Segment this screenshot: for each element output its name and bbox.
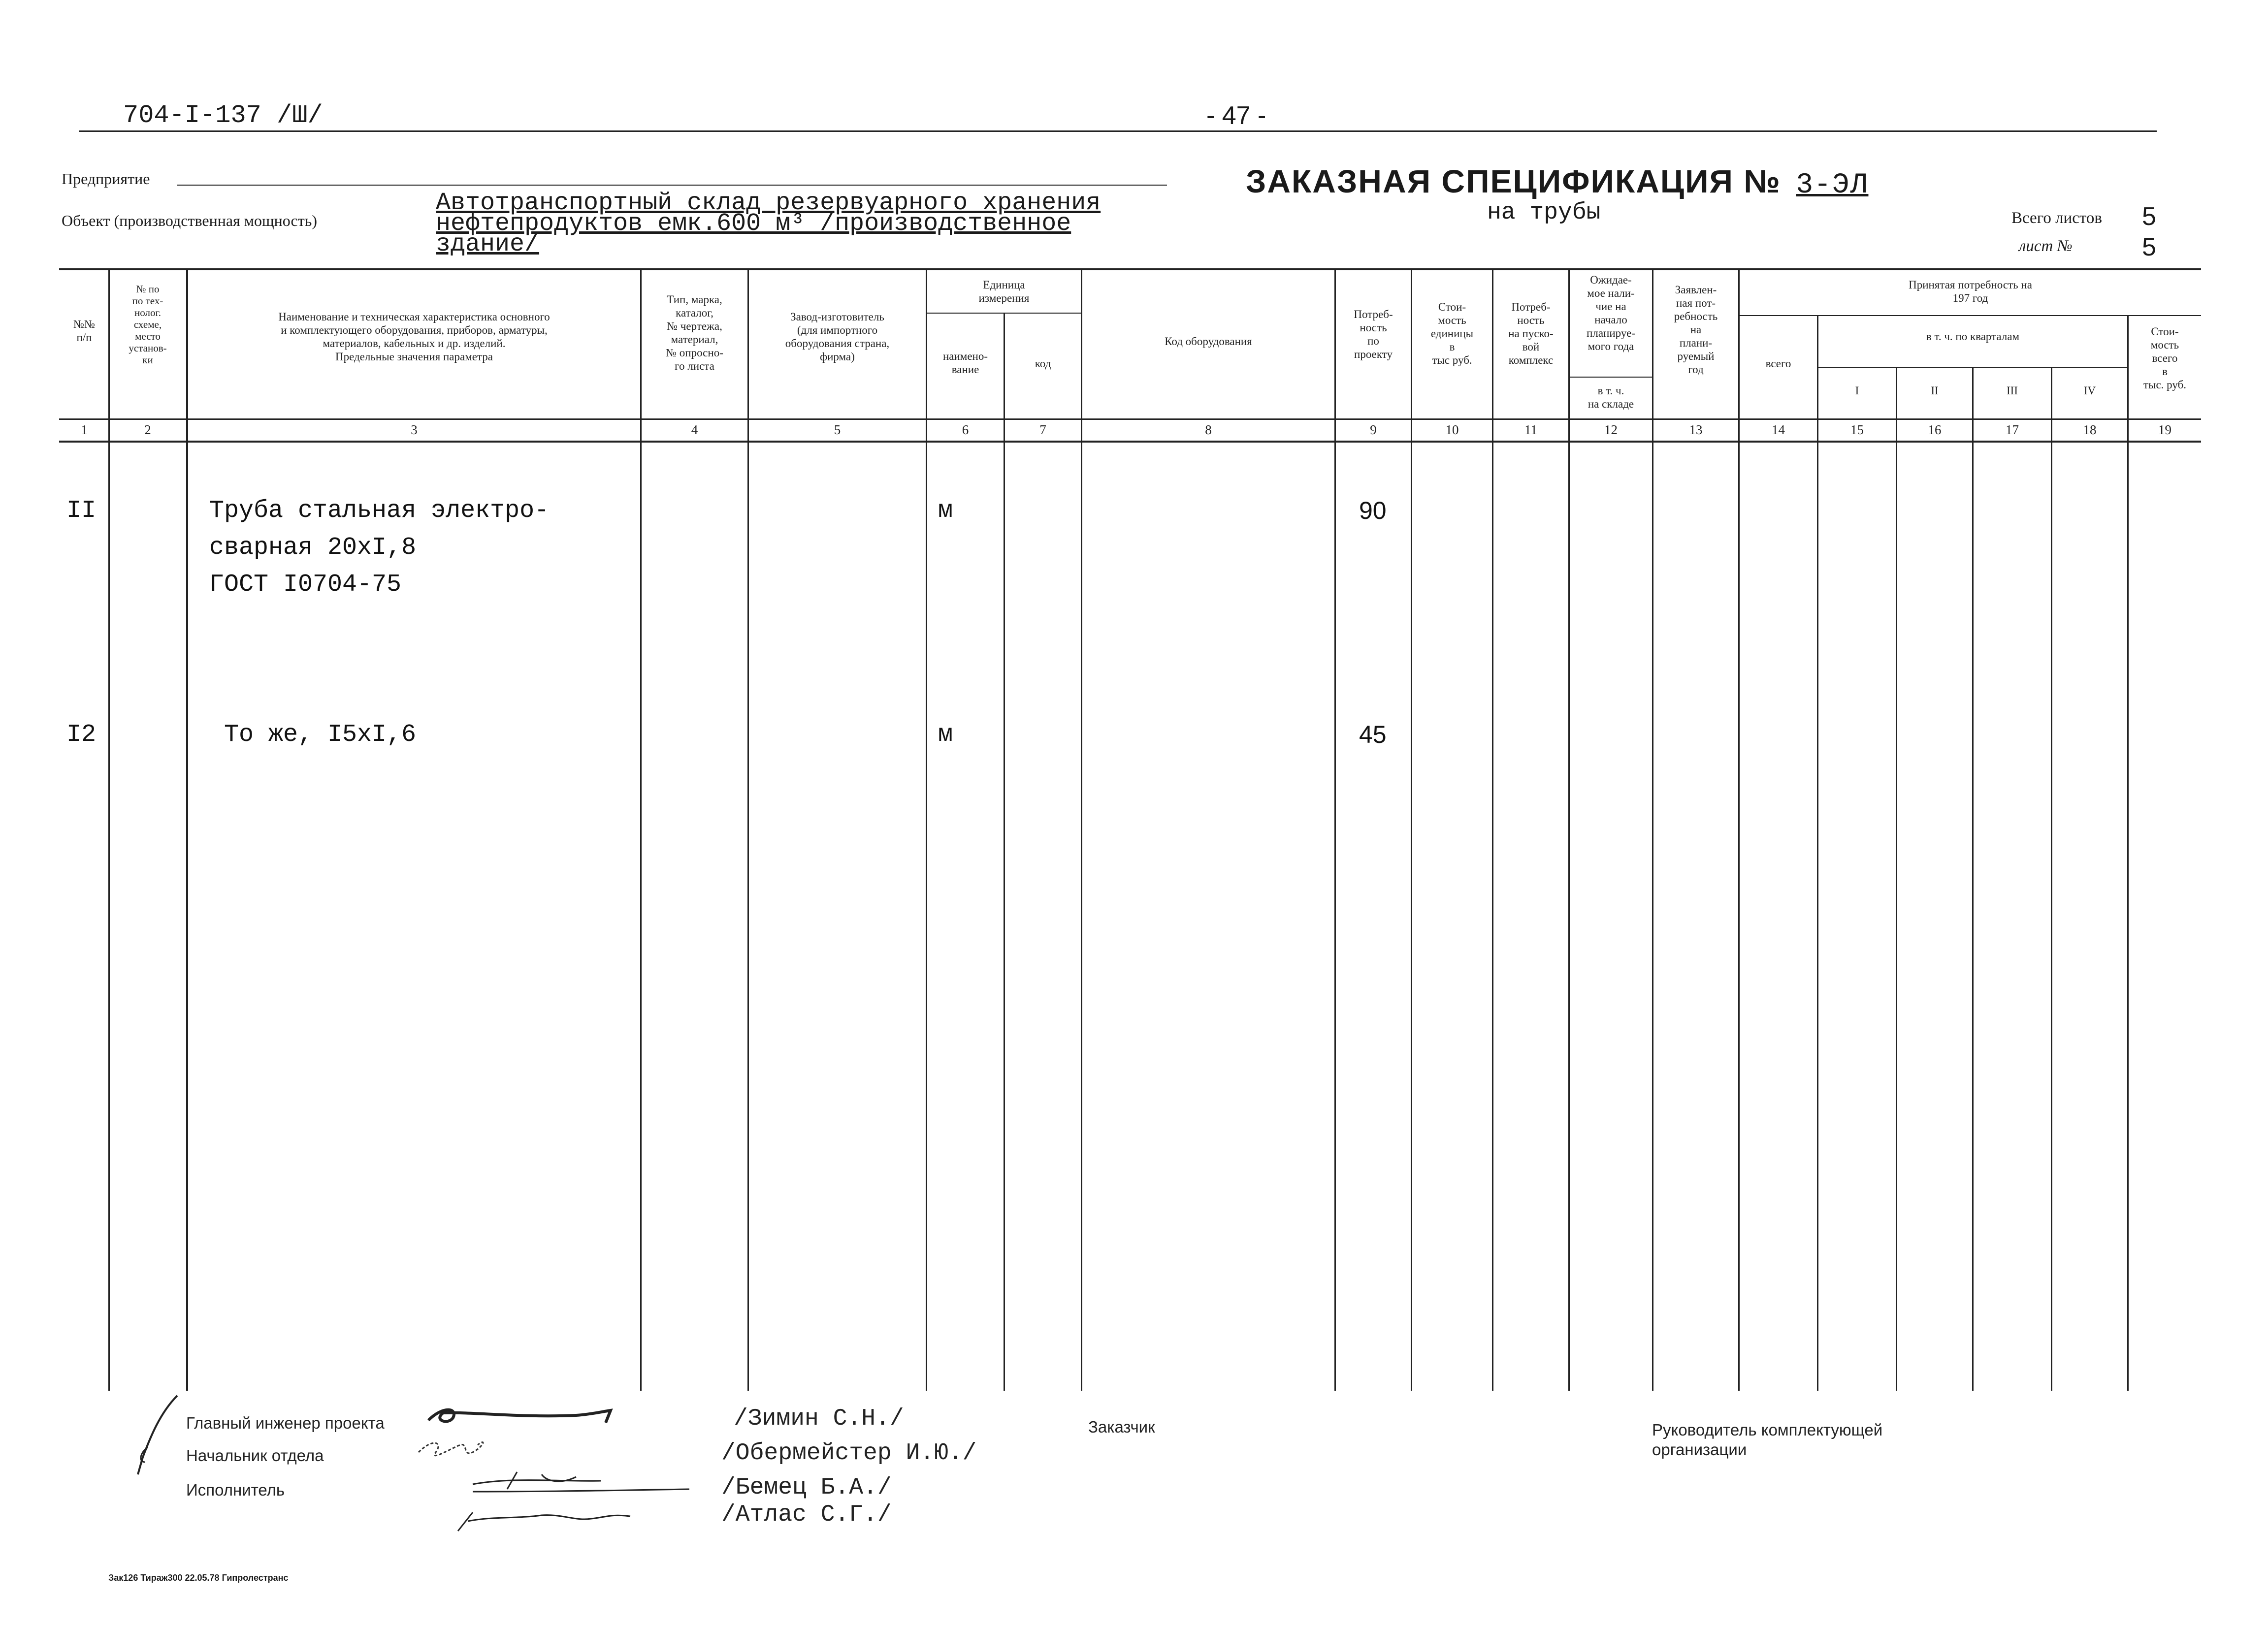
enterprise-label: Предприятие [62,170,150,188]
total-sheets-label: Всего листов [2011,209,2103,227]
header-manufacturer: Завод-изготовитель (для импортного оборудования страна, фирма) [785,311,890,363]
col-divider-14 [1817,315,1818,1391]
header-quarter-2: II [1931,384,1939,397]
sheet-no-value: 5 [2142,233,2156,261]
col-number-8: 8 [1205,422,1212,437]
object-text: Автотранспортный склад резервуарного хранения нефтепродуктов емк.600 м³ /производственное здание/ [436,189,1101,258]
top-rule [79,130,2157,132]
sheet-no-label: лист № [2019,237,2073,255]
unit-name: м [938,721,953,749]
customer-label: Заказчик [1088,1418,1155,1436]
header-quarter-3: III [2007,384,2018,397]
header-total-cost: Стои- мость всего в тыс. руб. [2143,325,2187,391]
approval-bracket [130,1393,185,1477]
col-number-2: 2 [144,422,151,437]
need-group-rule [1738,315,2201,316]
col-number-10: 10 [1445,422,1459,437]
header-unit-cost: Стои- мость единицы в тыс руб. [1430,301,1474,366]
col-number-11: 11 [1524,422,1537,437]
spec-title-text: ЗАКАЗНАЯ СПЕЦИФИКАЦИЯ № [1246,163,1781,199]
col-number-16: 16 [1928,422,1942,437]
header-row-number: №№ п/п [73,318,95,344]
col-number-4: 4 [691,422,698,437]
handwritten-signatures [414,1398,739,1556]
col-number-13: 13 [1689,422,1703,437]
header-bottom-rule [59,418,2201,420]
header-unit-code: код [1035,357,1051,370]
col-divider-6 [1004,313,1005,1391]
header-in-warehouse: в т. ч. на складе [1588,384,1634,410]
spec-number: 3-ЭЛ [1796,169,1869,201]
checker-name: /Атлас С.Г./ [721,1501,892,1528]
col-number-17: 17 [2006,422,2019,437]
executor-name: /Бемец Б.А./ [721,1474,892,1501]
project-quantity: 90 [1359,497,1387,524]
enterprise-underline [177,185,1167,186]
print-info: Зак126 Тираж300 22.05.78 Гипролестранс [108,1573,289,1583]
header-total: всего [1765,357,1791,370]
header-startup-need: Потреб- ность на пуско- вой комплекс [1508,301,1554,366]
chief-engineer-label: Главный инженер проекта [186,1414,385,1432]
supplier-head-label: Руководитель комплектующей организации [1652,1421,1883,1459]
header-unit-group: Единица измерения [978,279,1030,304]
unit-name: м [938,497,953,525]
col-number-6: 6 [962,422,969,437]
header-declared-need: Заявлен- ная пот- ребность на плани- руемый год [1674,284,1718,376]
col-number-9: 9 [1370,422,1377,437]
col-number-1: 1 [81,422,88,437]
header-quarter-1: I [1855,384,1859,397]
chief-engineer-name: /Зимин С.Н./ [734,1405,904,1432]
header-equipment-code: Код оборудования [1165,335,1252,348]
dept-head-name: /Обермейстер И.Ю./ [721,1440,977,1467]
col-number-14: 14 [1772,422,1785,437]
col-number-18: 18 [2083,422,2097,437]
total-sheets-value: 5 [2142,202,2156,231]
dept-head-label: Начальник отдела [186,1446,324,1465]
spec-title [1246,162,1868,201]
item-name: То же, I5хI,6 [224,721,417,749]
col-divider-15 [1896,367,1897,1391]
row-number: I2 [66,721,97,749]
header-scheme-position: № по по тех- нолог. схеме, место установ- ки [129,283,167,366]
page-number: - 47 - [1206,101,1266,130]
header-project-need: Потреб- ность по проекту [1354,308,1393,360]
col-number-15: 15 [1850,422,1864,437]
col-divider-16 [1972,367,1974,1391]
col-divider-18 [2127,315,2129,1391]
col-number-3: 3 [411,422,418,437]
header-accepted-need-group: Принятая потребность на 197 год [1909,279,2032,304]
col-divider-17 [2051,367,2052,1391]
header-quarter-4: IV [2083,384,2096,397]
stock-rule [1568,377,1652,378]
table-top-rule [59,268,2201,270]
col-number-7: 7 [1039,422,1046,437]
project-quantity: 45 [1359,721,1387,748]
spec-subtitle: на трубы [1487,199,1601,226]
document-code: 704-I-137 /Ш/ [123,101,323,130]
header-name: Наименование и техническая характеристика основного и комплектующего оборудования, приборов, арматуры, материалов, кабельных и др. изделий. Предельные значения параметра [278,311,550,363]
header-quarters-group: в т. ч. по кварталам [1926,330,2020,343]
colnum-bottom-rule [59,441,2201,443]
col-number-5: 5 [834,422,841,437]
object-label: Объект (производственная мощность) [62,212,317,229]
col-number-19: 19 [2158,422,2171,437]
header-type: Тип, марка, каталог, № чертежа, материал, № опросно- го листа [666,293,723,372]
header-expected-stock: Ожидае- мое нали- чие на начало планируе- мого года [1587,274,1635,352]
header-unit-name: наимено- вание [942,350,988,376]
col-number-12: 12 [1604,422,1618,437]
item-name: Труба стальная электро- сварная 20хI,8 ГОСТ I0704-75 [209,497,550,599]
executor-label: Исполнитель [186,1481,285,1499]
row-number: II [66,497,97,525]
